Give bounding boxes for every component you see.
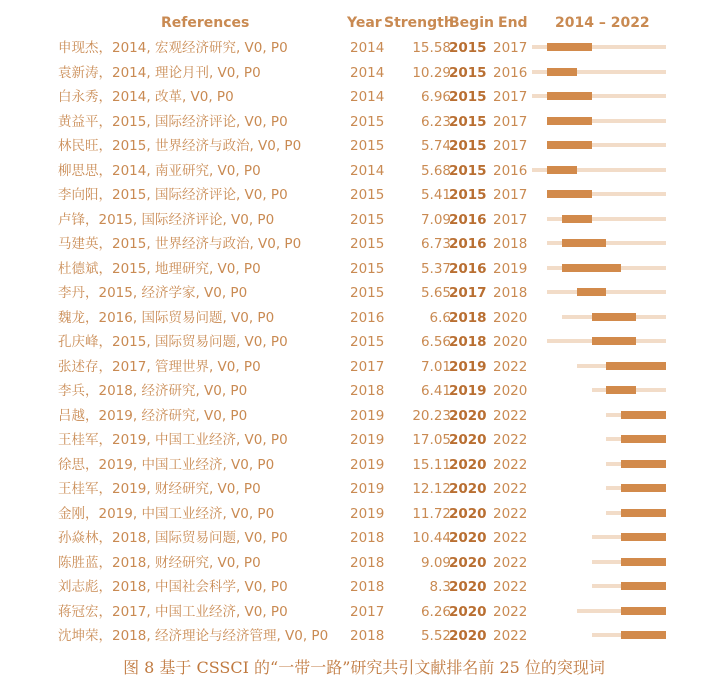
burst-bar xyxy=(621,484,666,492)
strength-value: 7.01 xyxy=(420,358,451,375)
begin-value: 2016 xyxy=(449,236,487,252)
burst-timeline xyxy=(532,159,666,183)
table-row xyxy=(0,36,728,60)
begin-value: 2020 xyxy=(449,554,487,571)
begin-value: 2018 xyxy=(449,309,487,326)
burst-timeline xyxy=(532,134,666,158)
table-row xyxy=(0,600,728,624)
end-value: 2020 xyxy=(493,334,528,350)
year-value: 2019 xyxy=(350,481,385,497)
table-row xyxy=(0,404,728,428)
strength-value: 11.72 xyxy=(412,505,451,522)
reference-text: 金刚，2019, 中国工业经济, V0, P0 xyxy=(58,505,275,522)
year-value: 2015 xyxy=(350,211,385,228)
year-value: 2014 xyxy=(350,162,385,179)
end-value: 2022 xyxy=(493,530,528,546)
reference-text: 袁新涛，2014, 理论月刊, V0, P0 xyxy=(58,64,261,81)
end-value: 2020 xyxy=(493,383,528,399)
header-year: Year xyxy=(347,15,382,31)
year-value: 2015 xyxy=(350,285,385,301)
burst-timeline xyxy=(532,575,666,599)
strength-value: 12.12 xyxy=(412,481,451,497)
reference-text: 孙焱林，2018, 国际贸易问题, V0, P0 xyxy=(58,530,288,546)
burst-bar xyxy=(562,239,607,247)
table-row xyxy=(0,355,728,379)
table-row xyxy=(0,379,728,403)
end-value: 2017 xyxy=(493,89,528,105)
table-row xyxy=(0,453,728,477)
table-row xyxy=(0,502,728,526)
burst-bar xyxy=(547,68,577,76)
end-value: 2018 xyxy=(493,236,528,252)
burst-bar xyxy=(621,607,666,615)
burst-timeline xyxy=(532,61,666,85)
begin-value: 2020 xyxy=(449,530,487,546)
burst-bar xyxy=(606,362,666,370)
burst-bar xyxy=(621,533,666,541)
begin-value: 2015 xyxy=(449,40,487,56)
burst-timeline xyxy=(532,85,666,109)
strength-value: 20.23 xyxy=(412,407,451,424)
table-row xyxy=(0,257,728,281)
burst-bar xyxy=(621,460,666,468)
begin-value: 2015 xyxy=(449,113,487,130)
strength-value: 15.58 xyxy=(412,40,451,56)
begin-value: 2020 xyxy=(449,628,487,644)
table-row xyxy=(0,551,728,575)
table-row xyxy=(0,306,728,330)
end-value: 2022 xyxy=(493,407,528,424)
strength-value: 5.74 xyxy=(420,138,451,154)
end-value: 2022 xyxy=(493,554,528,571)
strength-value: 5.52 xyxy=(420,628,451,644)
year-value: 2014 xyxy=(350,89,385,105)
strength-value: 10.29 xyxy=(412,64,451,81)
begin-value: 2019 xyxy=(449,358,487,375)
begin-value: 2017 xyxy=(449,285,487,301)
year-value: 2016 xyxy=(350,309,385,326)
burst-timeline xyxy=(532,477,666,501)
begin-value: 2016 xyxy=(449,260,487,277)
table-row xyxy=(0,477,728,501)
end-value: 2017 xyxy=(493,187,528,203)
year-value: 2015 xyxy=(350,138,385,154)
strength-value: 6.96 xyxy=(420,89,451,105)
burst-bar xyxy=(592,313,637,321)
strength-value: 6.73 xyxy=(420,236,451,252)
burst-bar xyxy=(606,386,636,394)
burst-bar xyxy=(547,92,592,100)
table-row xyxy=(0,232,728,256)
burst-timeline xyxy=(532,36,666,60)
figure-caption: 图 8 基于 CSSCI 的“一带一路”研究共引文献排名前 25 位的突现词 xyxy=(123,658,605,677)
burst-bar xyxy=(562,264,622,272)
table-row xyxy=(0,134,728,158)
reference-text: 蒋冠宏，2017, 中国工业经济, V0, P0 xyxy=(58,603,288,620)
strength-value: 6.6 xyxy=(429,309,451,326)
end-value: 2022 xyxy=(493,481,528,497)
end-value: 2017 xyxy=(493,40,528,56)
burst-timeline xyxy=(532,624,666,648)
end-value: 2017 xyxy=(493,211,528,228)
burst-timeline xyxy=(532,306,666,330)
timeline-base-bar xyxy=(547,290,666,294)
burst-bar xyxy=(562,215,592,223)
burst-bar xyxy=(547,190,592,198)
burst-timeline xyxy=(532,257,666,281)
begin-value: 2018 xyxy=(449,334,487,350)
reference-text: 杜德斌，2015, 地理研究, V0, P0 xyxy=(58,260,261,277)
table-row xyxy=(0,428,728,452)
table-row xyxy=(0,526,728,550)
end-value: 2020 xyxy=(493,309,528,326)
end-value: 2022 xyxy=(493,456,528,473)
year-value: 2019 xyxy=(350,407,385,424)
strength-value: 17.05 xyxy=(412,432,451,448)
year-value: 2018 xyxy=(350,579,385,595)
end-value: 2022 xyxy=(493,358,528,375)
begin-value: 2020 xyxy=(449,432,487,448)
burst-timeline xyxy=(532,110,666,134)
strength-value: 6.56 xyxy=(420,334,451,350)
strength-value: 5.41 xyxy=(420,187,451,203)
end-value: 2018 xyxy=(493,285,528,301)
begin-value: 2015 xyxy=(449,64,487,81)
table-row xyxy=(0,624,728,648)
burst-bar xyxy=(621,631,666,639)
strength-value: 9.09 xyxy=(420,554,451,571)
burst-timeline xyxy=(532,428,666,452)
begin-value: 2015 xyxy=(449,89,487,105)
table-row xyxy=(0,330,728,354)
table-row xyxy=(0,183,728,207)
reference-text: 徐思，2019, 中国工业经济, V0, P0 xyxy=(58,456,275,473)
table-row xyxy=(0,110,728,134)
header-range: 2014 – 2022 xyxy=(555,15,650,31)
strength-value: 6.41 xyxy=(420,383,451,399)
header-strength: Strength xyxy=(384,15,454,31)
strength-value: 6.23 xyxy=(420,113,451,130)
begin-value: 2015 xyxy=(449,162,487,179)
end-value: 2022 xyxy=(493,603,528,620)
year-value: 2015 xyxy=(350,113,385,130)
reference-text: 魏龙，2016, 国际贸易问题, V0, P0 xyxy=(58,309,275,326)
reference-text: 张述存，2017, 管理世界, V0, P0 xyxy=(58,358,261,375)
reference-text: 李丹，2015, 经济学家, V0, P0 xyxy=(58,285,248,301)
burst-bar xyxy=(621,558,666,566)
burst-timeline xyxy=(532,502,666,526)
year-value: 2018 xyxy=(350,383,385,399)
reference-text: 孔庆峰，2015, 国际贸易问题, V0, P0 xyxy=(58,334,288,350)
strength-value: 15.11 xyxy=(412,456,451,473)
end-value: 2022 xyxy=(493,628,528,644)
reference-text: 李向阳，2015, 国际经济评论, V0, P0 xyxy=(58,187,288,203)
year-value: 2017 xyxy=(350,358,385,375)
reference-text: 黄益平，2015, 国际经济评论, V0, P0 xyxy=(58,113,288,130)
year-value: 2015 xyxy=(350,236,385,252)
end-value: 2016 xyxy=(493,64,528,81)
strength-value: 5.68 xyxy=(420,162,451,179)
burst-timeline xyxy=(532,208,666,232)
burst-timeline xyxy=(532,453,666,477)
burst-bar xyxy=(621,582,666,590)
burst-bar xyxy=(547,141,592,149)
reference-text: 李兵，2018, 经济研究, V0, P0 xyxy=(58,383,248,399)
reference-text: 刘志彪，2018, 中国社会科学, V0, P0 xyxy=(58,579,288,595)
end-value: 2022 xyxy=(493,579,528,595)
header-begin: Begin xyxy=(449,15,494,31)
reference-text: 申现杰，2014, 宏观经济研究, V0, P0 xyxy=(58,40,288,56)
burst-bar xyxy=(621,435,666,443)
year-value: 2018 xyxy=(350,628,385,644)
reference-text: 马建英，2015, 世界经济与政治, V0, P0 xyxy=(58,236,302,252)
strength-value: 7.09 xyxy=(420,211,451,228)
table-row xyxy=(0,61,728,85)
begin-value: 2020 xyxy=(449,603,487,620)
table-row xyxy=(0,159,728,183)
burst-bar xyxy=(577,288,607,296)
strength-value: 6.26 xyxy=(420,603,451,620)
end-value: 2022 xyxy=(493,432,528,448)
year-value: 2019 xyxy=(350,432,385,448)
reference-text: 王桂军，2019, 中国工业经济, V0, P0 xyxy=(58,432,288,448)
year-value: 2014 xyxy=(350,40,385,56)
reference-text: 王桂军，2019, 财经研究, V0, P0 xyxy=(58,481,261,497)
header-end: End xyxy=(498,15,528,31)
begin-value: 2019 xyxy=(449,383,487,399)
begin-value: 2016 xyxy=(449,211,487,228)
table-row xyxy=(0,85,728,109)
reference-text: 柳思思，2014, 南亚研究, V0, P0 xyxy=(58,162,261,179)
end-value: 2022 xyxy=(493,505,528,522)
year-value: 2015 xyxy=(350,260,385,277)
reference-text: 卢锋，2015, 国际经济评论, V0, P0 xyxy=(58,211,275,228)
burst-timeline xyxy=(532,600,666,624)
strength-value: 8.3 xyxy=(429,579,451,595)
burst-timeline xyxy=(532,183,666,207)
burst-timeline xyxy=(532,379,666,403)
burst-bar xyxy=(547,117,592,125)
strength-value: 5.65 xyxy=(420,285,451,301)
burst-bar xyxy=(547,43,592,51)
burst-timeline xyxy=(532,232,666,256)
table-row xyxy=(0,281,728,305)
strength-value: 10.44 xyxy=(412,530,451,546)
burst-bar xyxy=(547,166,577,174)
burst-timeline xyxy=(532,281,666,305)
begin-value: 2015 xyxy=(449,187,487,203)
year-value: 2018 xyxy=(350,530,385,546)
begin-value: 2020 xyxy=(449,505,487,522)
reference-text: 白永秀，2014, 改革, V0, P0 xyxy=(58,89,234,105)
year-value: 2018 xyxy=(350,554,385,571)
end-value: 2017 xyxy=(493,113,528,130)
burst-timeline xyxy=(532,404,666,428)
year-value: 2015 xyxy=(350,334,385,350)
burst-bar xyxy=(592,337,637,345)
burst-timeline xyxy=(532,355,666,379)
end-value: 2017 xyxy=(493,138,528,154)
burst-bar xyxy=(621,509,666,517)
strength-value: 5.37 xyxy=(420,260,451,277)
begin-value: 2020 xyxy=(449,481,487,497)
begin-value: 2020 xyxy=(449,579,487,595)
begin-value: 2020 xyxy=(449,456,487,473)
end-value: 2016 xyxy=(493,162,528,179)
begin-value: 2020 xyxy=(449,407,487,424)
burst-timeline xyxy=(532,526,666,550)
year-value: 2017 xyxy=(350,603,385,620)
header-references: References xyxy=(161,15,250,31)
year-value: 2015 xyxy=(350,187,385,203)
burst-timeline xyxy=(532,330,666,354)
reference-text: 林民旺，2015, 世界经济与政治, V0, P0 xyxy=(58,138,302,154)
table-row xyxy=(0,575,728,599)
burst-bar xyxy=(621,411,666,419)
reference-text: 吕越，2019, 经济研究, V0, P0 xyxy=(58,407,248,424)
burst-timeline xyxy=(532,551,666,575)
reference-text: 沈坤荣，2018, 经济理论与经济管理, V0, P0 xyxy=(58,628,329,644)
year-value: 2019 xyxy=(350,505,385,522)
begin-value: 2015 xyxy=(449,138,487,154)
year-value: 2014 xyxy=(350,64,385,81)
table-row xyxy=(0,208,728,232)
reference-text: 陈胜蓝，2018, 财经研究, V0, P0 xyxy=(58,554,261,571)
end-value: 2019 xyxy=(493,260,528,277)
year-value: 2019 xyxy=(350,456,385,473)
